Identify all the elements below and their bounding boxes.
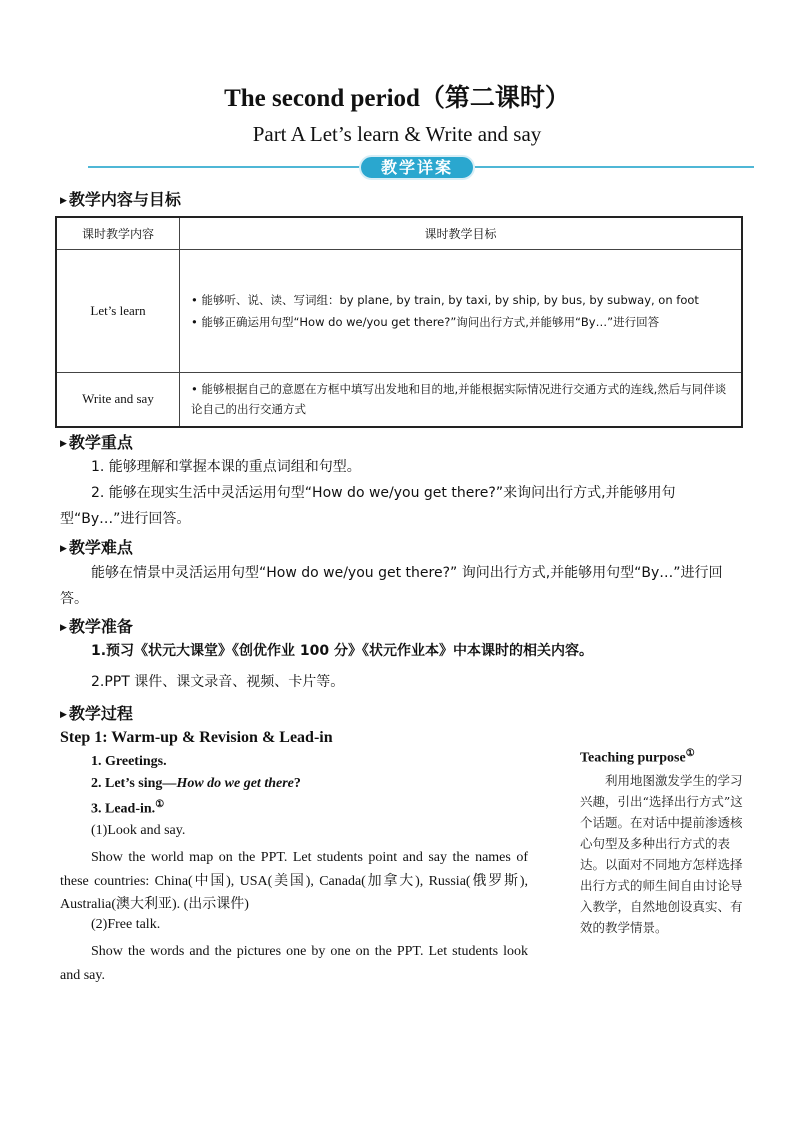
triangle-bullet-icon: ▶ (60, 196, 67, 206)
goal-item: • 能够根据自己的意愿在方框中填写出发地和目的地,并能根据实际情况进行交通方式的连线,然后与同伴谈论自己的出行交通方式 (191, 382, 727, 417)
step-item-leadin: 3. Lead-in.① (91, 799, 165, 817)
triangle-bullet-icon: ▶ (60, 623, 67, 633)
activity-free-talk-text: Show the words and the pictures one by one on the PPT. Let students look and say. (60, 944, 528, 983)
page-subtitle: Part A Let’s learn & Write and say (252, 122, 542, 146)
footnote-marker: ① (155, 799, 165, 810)
table-cell-content: Let’s learn (56, 250, 180, 373)
table-row (56, 250, 742, 373)
table-cell-goals (180, 250, 743, 373)
page-title: The second period（第二课时） (224, 85, 570, 112)
section-heading-preparation: ▶ 教学准备 (60, 617, 133, 636)
teaching-purpose-title: Teaching purpose① (580, 748, 695, 766)
step-item-sing: 2. Let’s sing—How do we get there? (91, 776, 301, 791)
section-heading-process: ▶ 教学过程 (60, 704, 133, 723)
section-banner: 教学详案 (359, 155, 475, 180)
teaching-purpose-text: 利用地图激发学生的学习兴趣，引出“选择出行方式”这个话题。在对话中提前渗透核心句型及多种出行方式的表达。以面对不同地方怎样选择出行方式的师生间自由讨论导入教学，自然地创设真实、有效的教学情景。 (580, 773, 743, 935)
table-header-content: 课时教学内容 (56, 217, 180, 250)
activity-look-say-text: Show the world map on the PPT. Let students point and say the names of these countries: China(中国), USA(美国), Canada(加拿大), Russia(俄罗斯), Australia(澳大利亚). (出示课件) (60, 850, 528, 912)
activity-look-say: (1)Look and say. (91, 823, 186, 838)
table-cell-content: Write and say (56, 373, 180, 427)
section-heading-content-goals: ▶ 教学内容与目标 (60, 190, 181, 209)
footnote-marker: ① (685, 748, 695, 759)
step-item-greetings: 1. Greetings. (91, 754, 167, 769)
song-title: How do we get there (176, 776, 294, 791)
key-point-1: 1. 能够理解和掌握本课的重点词组和句型。 (91, 459, 361, 475)
table-cell-goals (180, 373, 743, 427)
triangle-bullet-icon: ▶ (60, 710, 67, 720)
preparation-item-1: 1.预习《状元大课堂》《创优作业 100 分》《状元作业本》中本课时的相关内容。 (91, 643, 594, 659)
table-header-goals: 课时教学目标 (180, 217, 743, 250)
goal-item: • 能够正确运用句型“How do we/you get there?”询问出行方式,并能够用“By…”进行回答 (191, 315, 660, 329)
section-heading-key-points: ▶ 教学重点 (60, 433, 133, 452)
triangle-bullet-icon: ▶ (60, 544, 67, 554)
triangle-bullet-icon: ▶ (60, 439, 67, 449)
key-point-2: 2. 能够在现实生活中灵活运用句型“How do we/you get there?”来询问出行方式,并能够用句型“By…”进行回答。 (60, 485, 676, 527)
goal-item: • 能够听、说、读、写词组：by plane, by train, by taxi, by ship, by bus, by subway, on foot (191, 293, 699, 307)
preparation-item-2: 2.PPT 课件、课文录音、视频、卡片等。 (91, 674, 345, 690)
activity-free-talk: (2)Free talk. (91, 917, 161, 932)
table-row (56, 373, 742, 427)
objectives-table (55, 216, 743, 428)
section-heading-difficulties: ▶ 教学难点 (60, 538, 133, 557)
table-header-row (56, 217, 742, 250)
step-title: Step 1: Warm-up & Revision & Lead-in (60, 729, 333, 746)
difficulties-text: 能够在情景中灵活运用句型“How do we/you get there?” 询问出行方式,并能够用句型“By…”进行回答。 (60, 565, 723, 607)
